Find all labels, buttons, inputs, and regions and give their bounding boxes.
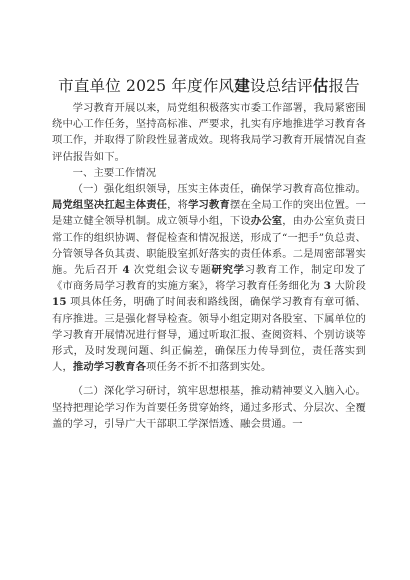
text-run: 大阶段	[331, 280, 367, 293]
title-part: 报告	[328, 77, 360, 95]
body-paragraph-1	[52, 181, 366, 375]
title-bold-part: 估	[312, 76, 329, 95]
bold-run: 学习教育	[188, 199, 230, 212]
text-run: 项任务不折不扣落到实处。	[146, 361, 272, 374]
text-run: ，由办公室负责日常工作的组织协调、督促检查和情况报送，形成了“一把手”负总责、分管领导各负其责、职能股室抓好落实的责任体系。二是周密部署实施。先后召开	[52, 215, 366, 277]
text-run: 项具体任务，明确了时间表和路线图，确保学习教育有章可循、有序推进。三是强化督导检查。领导小组定期对各股室、下属单位的学习教育开展情况进行督导，通过听取汇报、查阅资料、个别访谈等形式，及时发现问题、纠正偏差，确保压力传导到位，责任落实到人，	[52, 296, 366, 374]
text-run: 摆在全局工作的突出位置。一是建立健全领导机制。成立领导小组，下设	[52, 199, 366, 228]
bold-run: 3	[323, 280, 332, 293]
title-part: 设总结评	[249, 77, 313, 95]
intro-paragraph: 学习教育开展以来，局党组积极落实市委工作部署，我局紧密围绕中心工作任务，坚持高标准、严要求，扎实有序地推进学习教育各项工作，并取得了阶段性显著成效。现将我局学习教育开展情况自查评估报告如下。	[52, 102, 366, 163]
text-run: ，将	[167, 199, 189, 212]
bold-run: 推动学习教育各	[72, 361, 147, 374]
bold-run: 4	[122, 264, 130, 277]
title-part: 市直单位 2025 年度作风	[58, 77, 235, 95]
title-bold-part: 建	[234, 76, 250, 95]
body-paragraph-2: （二）深化学习研讨，筑牢思想根基，推动精神要义入脑入心。坚持把理论学习作为首要任务贯穿始终，通过多形式、分层次、全覆盖的学习，引导广大干部职工学深悟透、融会贯通。一	[52, 385, 366, 430]
text-run: 习教育工作，制定印发了《市商务局学习教育的实施方案》，将学习教育任务细化为	[52, 264, 366, 293]
text-run: （一）强化组织领导，压实主体责任，确保学习教育高位推动。	[72, 183, 366, 196]
section-heading: 一、主要工作情况	[72, 166, 157, 179]
bold-run: 研究学	[211, 264, 245, 277]
document-title	[52, 74, 366, 96]
bold-run: 15	[52, 296, 67, 309]
bold-run: 办公室	[250, 215, 283, 228]
text-run: 次党组会议专题	[129, 264, 212, 277]
bold-run: 局党组坚决扛起主体责任	[52, 199, 168, 212]
